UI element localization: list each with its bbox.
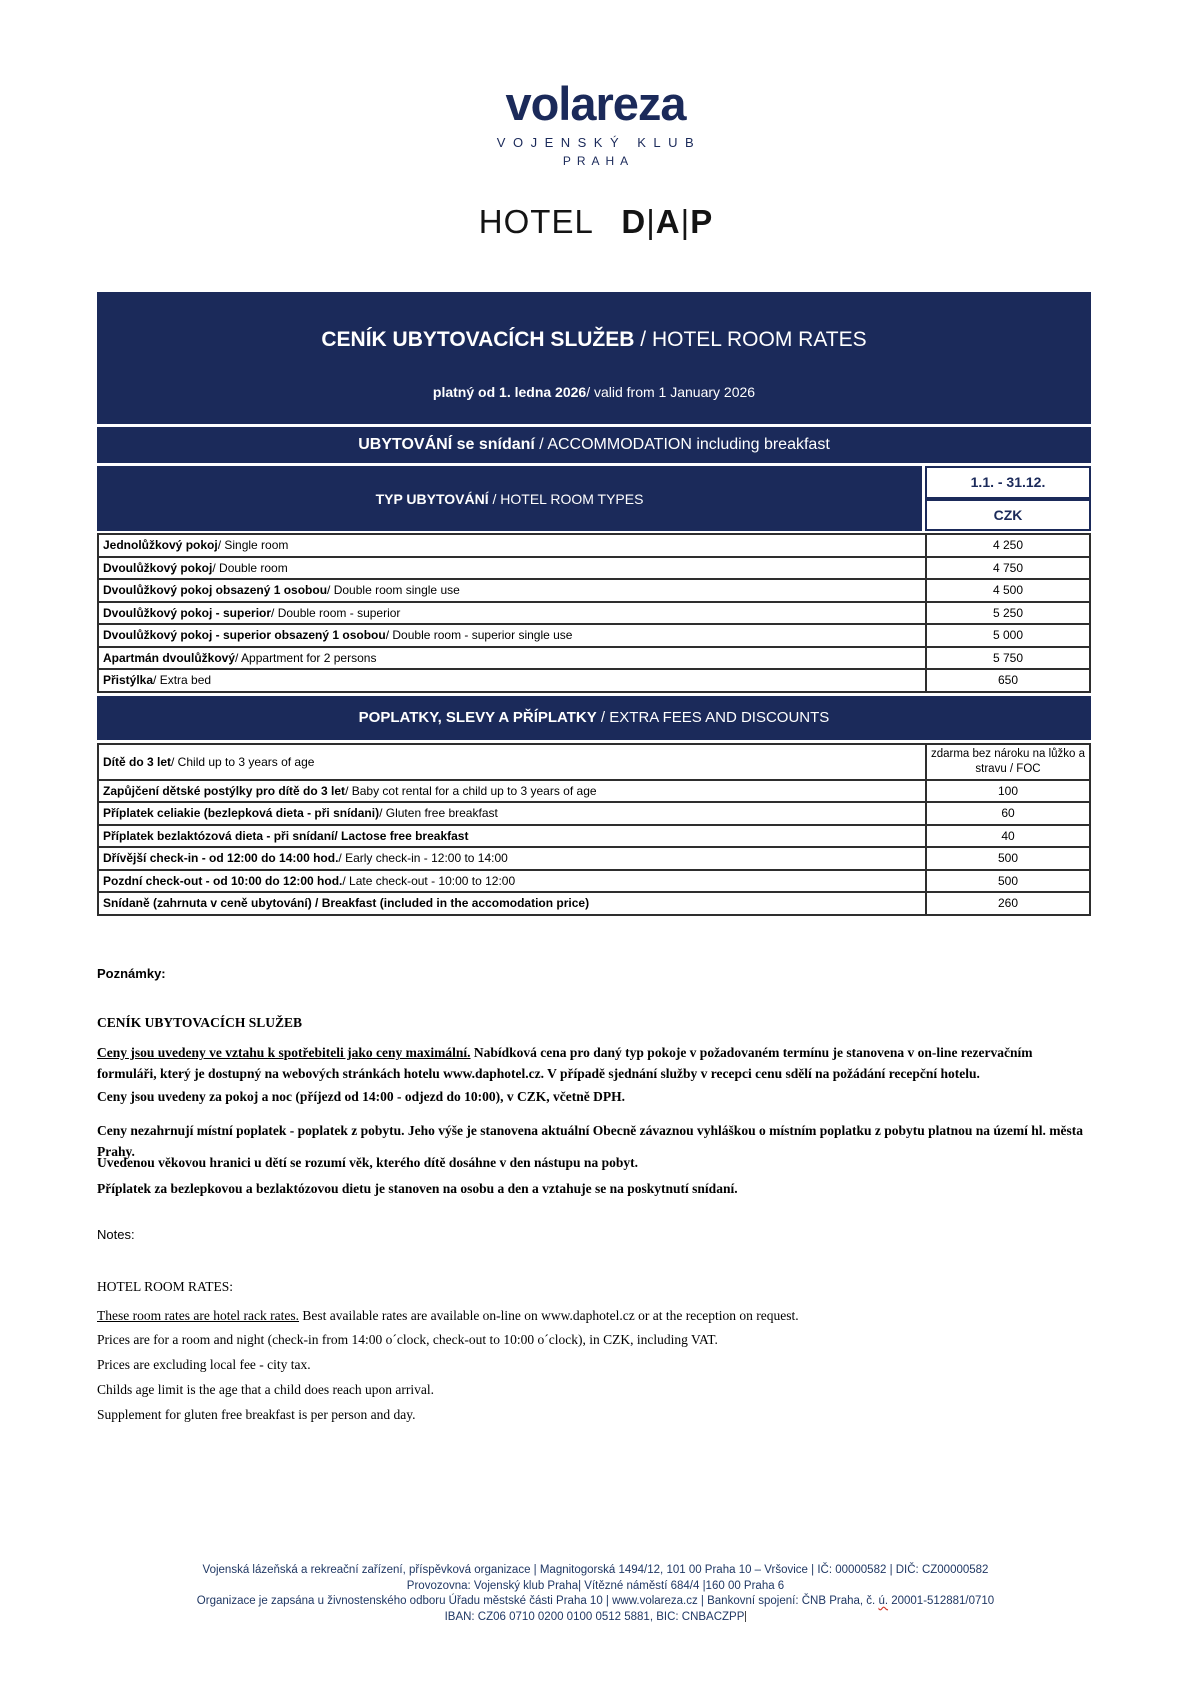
fee-label: Dítě do 3 let / Child up to 3 years of age xyxy=(103,754,315,769)
table-row xyxy=(99,558,1089,581)
logo-brand-text: volareza xyxy=(505,77,686,130)
notes-cs-heading: Poznámky: xyxy=(97,966,166,981)
fees-band-en: / EXTRA FEES AND DISCOUNTS xyxy=(596,709,830,726)
table-title-cs: CENÍK UBYTOVACÍCH SLUŽEB xyxy=(321,328,635,351)
price-cell: 40 xyxy=(925,826,1089,847)
price-cell: 60 xyxy=(925,803,1089,824)
room-types-header xyxy=(97,466,922,531)
table-row xyxy=(99,871,1089,894)
price-cell: zdarma bez nároku na lůžko a stravu / FOC xyxy=(925,745,1089,779)
price-cell: 5 250 xyxy=(925,603,1089,624)
price-cell: 5 000 xyxy=(925,625,1089,646)
table-row xyxy=(99,625,1089,648)
price-column-header xyxy=(925,466,1091,531)
validity-line xyxy=(97,384,1091,400)
notes-cs-paragraph-1: Ceny jsou uvedeny ve vztahu k spotřebiteli jako ceny maximální. Nabídková cena pro daný typ pokoje v požadovaném termínu je stanovena v on-line rezervačním formuláři, který je dostupný na webových stránkách hotelu www.daphotel.cz. V případě sjednání služby v recepci cenu sdělí na požádání recepční hotelu. xyxy=(97,1045,1033,1081)
table-row xyxy=(99,603,1089,626)
price-cell: 500 xyxy=(925,848,1089,869)
notes-en-paragraph-4: Childs age limit is the age that a child does reach upon arrival. xyxy=(97,1382,435,1397)
price-cell: 500 xyxy=(925,871,1089,892)
company-footer xyxy=(0,1563,1191,1625)
notes-cs-paragraph-4: Uvedenou věkovou hranici u dětí se rozumí věk, kterého dítě dosáhne v den nástupu na pobyt. xyxy=(97,1155,638,1170)
price-cell: 5 750 xyxy=(925,648,1089,669)
fee-label: Dřívější check-in - od 12:00 do 14:00 hod. / Early check-in - 12:00 to 14:00 xyxy=(103,851,508,866)
accommodation-band-en: / ACCOMMODATION including breakfast xyxy=(534,436,830,453)
hotel-letter-d: D xyxy=(621,203,646,240)
table-row xyxy=(99,893,1089,914)
footer-line-3: Organizace je zapsána u živnostenského odboru Úřadu městské části Praha 10 | www.volareza.cz | Bankovní spojení: ČNB Praha, č. ú. 20001-512881/0710 xyxy=(196,1595,995,1607)
notes-en-paragraph-5: Supplement for gluten free breakfast is per person and day. xyxy=(97,1407,416,1422)
fee-label: Příplatek bezlaktózová dieta - při snídaní/ Lactose free breakfast xyxy=(103,828,469,843)
price-cell: 4 750 xyxy=(925,558,1089,579)
room-types-header-en: / HOTEL ROOM TYPES xyxy=(488,490,644,507)
notes-cs-paragraph-5: Příplatek za bezlepkovou a bezlaktózovou dietu je stanoven na osobu a den a vztahuje se na poskytnutí snídaní. xyxy=(97,1181,738,1196)
accommodation-band xyxy=(97,427,1091,463)
notes-en-paragraph-3: Prices are excluding local fee - city tax. xyxy=(97,1357,311,1372)
price-cell: 4 500 xyxy=(925,580,1089,601)
fee-label: Příplatek celiakie (bezlepková dieta - při snídani) / Gluten free breakfast xyxy=(103,806,498,821)
validity-cs: platný od 1. ledna 2026 xyxy=(432,384,587,400)
text-cursor xyxy=(745,1611,746,1622)
hotel-separator: | xyxy=(680,203,690,240)
price-cell: 260 xyxy=(925,893,1089,914)
notes-cs-paragraph-3: Ceny nezahrnují místní poplatek - poplatek z pobytu. Jeho výše je stanovena aktuální Obecně závaznou vyhláškou o místním poplatku z pobytu platnou na území hl. města Prahy. xyxy=(97,1123,1084,1159)
fee-label: Zapůjčení dětské postýlky pro dítě do 3 let / Baby cot rental for a child up to 3 years of age xyxy=(103,783,597,798)
footer-line-2: Provozovna: Vojenský klub Praha| Vítězné náměstí 684/4 |160 00 Praha 6 xyxy=(406,1579,785,1592)
table-row xyxy=(99,848,1089,871)
room-types-header-cs: TYP UBYTOVÁNÍ xyxy=(375,490,489,507)
room-type-label: Dvoulůžkový pokoj - superior obsazený 1 osobou / Double room - superior single use xyxy=(103,628,573,643)
table-title-band xyxy=(97,292,1091,424)
hotel-letter-p: P xyxy=(690,203,713,240)
table-row xyxy=(99,803,1089,826)
fees-band xyxy=(97,696,1091,740)
notes-en-paragraph-1: These room rates are hotel rack rates. Best available rates are available on-line on www.daphotel.cz or at the reception on request. xyxy=(97,1308,799,1323)
table-row xyxy=(99,826,1089,849)
currency-header-cell: CZK xyxy=(925,499,1091,532)
room-type-label: Dvoulůžkový pokoj - superior / Double room - superior xyxy=(103,605,401,620)
table-header-row xyxy=(97,466,1091,531)
room-rows xyxy=(97,533,1091,693)
validity-en: / valid from 1 January 2026 xyxy=(586,384,756,400)
footer-line-4: IBAN: CZ06 0710 0200 0100 0512 5881, BIC: CNBACZPP xyxy=(444,1610,745,1623)
fee-label: Pozdní check-out - od 10:00 do 12:00 hod. / Late check-out - 10:00 to 12:00 xyxy=(103,873,516,888)
table-row xyxy=(99,745,1089,781)
room-type-label: Apartmán dvoulůžkový / Appartment for 2 persons xyxy=(103,650,377,665)
table-row xyxy=(99,580,1089,603)
table-row xyxy=(99,648,1089,671)
room-type-label: Dvoulůžkový pokoj obsazený 1 osobou / Double room single use xyxy=(103,583,460,598)
logo-subtitle-city: PRAHA xyxy=(562,154,635,168)
fee-label: Snídaně (zahrnuta v ceně ubytování) / Breakfast (included in the accomodation price) xyxy=(103,896,590,911)
notes-en-subheading: HOTEL ROOM RATES: xyxy=(97,1279,234,1294)
hotel-separator: | xyxy=(646,203,655,240)
fees-band-cs: POPLATKY, SLEVY A PŘÍPLATKY xyxy=(358,709,597,726)
hotel-letter-a: A xyxy=(655,203,680,240)
notes-en-paragraph-2: Prices are for a room and night (check-in from 14:00 o´clock, check-out to 10:00 o´clock), in CZK, including VAT. xyxy=(97,1332,718,1347)
table-title xyxy=(97,328,1091,352)
period-header-cell: 1.1. - 31.12. xyxy=(925,466,1091,499)
rates-table xyxy=(97,292,1091,916)
room-type-label: Dvoulůžkový pokoj / Double room xyxy=(103,560,288,575)
accommodation-band-cs: UBYTOVÁNÍ se snídaní xyxy=(358,436,535,453)
table-row xyxy=(99,670,1089,691)
hotel-word: HOTEL xyxy=(478,203,594,240)
price-cell: 4 250 xyxy=(925,535,1089,556)
price-cell: 650 xyxy=(925,670,1089,691)
notes-cs-paragraph-2: Ceny jsou uvedeny za pokoj a noc (příjezd od 14:00 - odjezd do 10:00), v CZK, včetně DPH. xyxy=(97,1089,625,1104)
room-type-label: Jednolůžkový pokoj / Single room xyxy=(103,538,289,553)
hotel-name xyxy=(0,203,1191,241)
logo-subtitle-club: VOJENSKÝ KLUB xyxy=(496,135,702,150)
table-row xyxy=(99,781,1089,804)
table-title-en: / HOTEL ROOM RATES xyxy=(634,328,867,351)
spellcheck-underline: ú. xyxy=(878,1595,889,1607)
fee-rows xyxy=(97,743,1091,916)
notes-cs-subheading: CENÍK UBYTOVACÍCH SLUŽEB xyxy=(97,1015,303,1030)
volareza-logo xyxy=(0,77,1191,168)
price-cell: 100 xyxy=(925,781,1089,802)
room-type-label: Přistýlka / Extra bed xyxy=(103,673,212,688)
table-row xyxy=(99,535,1089,558)
footer-line-1: Vojenská lázeňská a rekreační zařízení, příspěvková organizace | Magnitogorská 1494/12, 101 00 Praha 10 – Vršovice | IČ: 00000582 | DIČ: CZ00000582 xyxy=(202,1564,989,1576)
notes-en-heading: Notes: xyxy=(97,1227,135,1242)
